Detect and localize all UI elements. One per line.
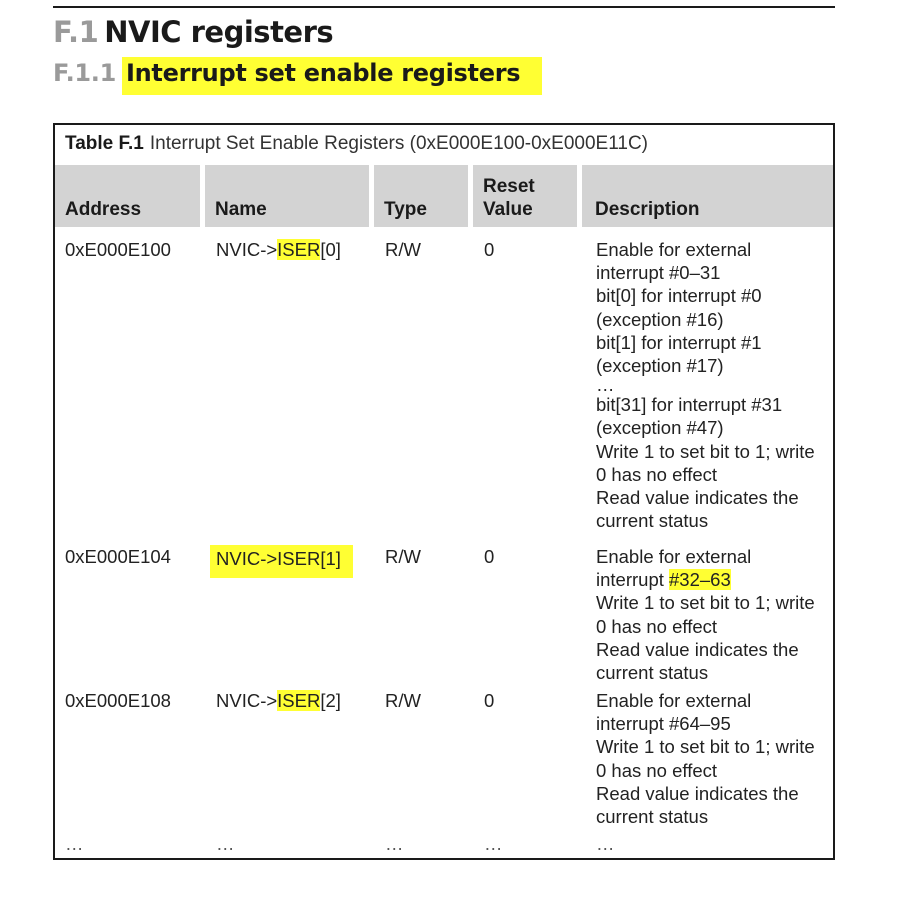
row2-reset: 0 — [484, 546, 495, 567]
header-reset-value — [473, 165, 577, 227]
row1-reset: 0 — [484, 239, 495, 260]
subsection-heading — [53, 57, 542, 95]
row3-description: Enable for external interrupt #64–95 Write 1 to set bit to 1; write 0 has no effect Read value indicates the current status — [596, 690, 815, 828]
ellipsis-description: … — [596, 833, 615, 854]
ellipsis-name: … — [216, 833, 235, 854]
row2-name — [216, 545, 353, 578]
header-reset-word: Reset — [483, 176, 535, 197]
header-description-label: Description — [595, 199, 700, 220]
top-rule — [53, 6, 835, 8]
row3-name-highlight: ISER — [277, 690, 321, 711]
register-table — [53, 123, 835, 860]
header-name — [205, 165, 369, 227]
subsection-number: F.1.1 — [53, 59, 117, 87]
section-heading — [53, 15, 333, 49]
row2-address: 0xE000E104 — [65, 546, 171, 567]
row3-reset: 0 — [484, 690, 495, 711]
row2-name-highlight: NVIC->ISER[1] — [210, 545, 353, 578]
header-type-label: Type — [384, 199, 427, 220]
table-caption — [65, 133, 648, 155]
header-description — [582, 165, 833, 227]
row1-description: Enable for external interrupt #0–31 bit[0] for interrupt #0 (exception #16) bit[1] for interrupt #1 (exception #17) … bit[31] for interrupt #31 (exception #47) Write 1 to set bit to 1; write 0 has no effect Read value indicates the current status — [596, 239, 815, 532]
row1-name: NVIC->ISER[0] — [216, 239, 341, 260]
ellipsis-reset: … — [484, 833, 503, 854]
header-value-word: Value — [483, 199, 533, 220]
row3-type: R/W — [385, 690, 421, 711]
subsection-title: Interrupt set enable registers — [122, 57, 542, 95]
row2-description: Enable for external interrupt #32–63 Write 1 to set bit to 1; write 0 has no effect Read value indicates the current status — [596, 546, 815, 684]
table-title: Interrupt Set Enable Registers (0xE000E100-0xE000E11C) — [149, 133, 648, 154]
header-reset-value-label — [483, 175, 535, 221]
row1-name-highlight: ISER — [277, 239, 321, 260]
row1-type: R/W — [385, 239, 421, 260]
ellipsis-address: … — [65, 833, 84, 854]
table-label: Table F.1 — [65, 133, 144, 154]
row3-name: NVIC->ISER[2] — [216, 690, 341, 711]
header-name-label: Name — [215, 199, 267, 220]
ellipsis-type: … — [385, 833, 404, 854]
row3-address: 0xE000E108 — [65, 690, 171, 711]
section-number: F.1 — [53, 15, 99, 49]
section-title: NVIC registers — [104, 15, 334, 49]
row1-address: 0xE000E100 — [65, 239, 171, 260]
header-address — [55, 165, 200, 227]
row2-range-highlight: #32–63 — [669, 569, 731, 591]
row2-type: R/W — [385, 546, 421, 567]
header-address-label: Address — [65, 199, 142, 220]
header-type — [374, 165, 468, 227]
